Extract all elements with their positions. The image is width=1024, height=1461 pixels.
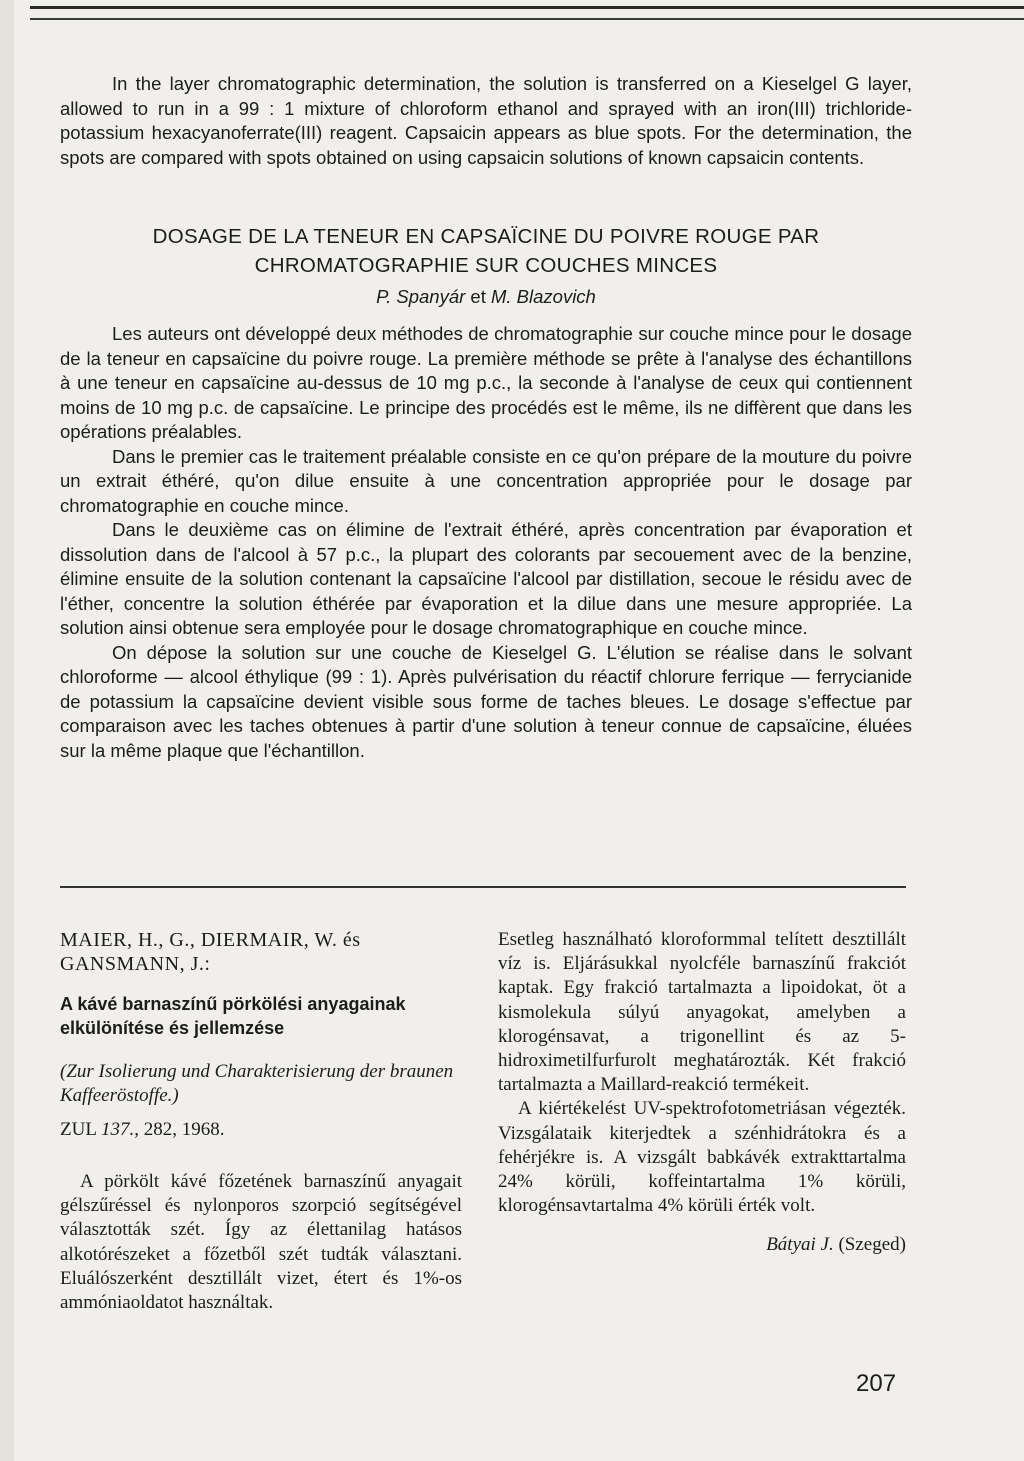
french-paragraph-4: On dépose la solution sur une couche de Kieselgel G. L'élution se réalise dans le solvant chloroforme — alcool éthylique (99 : 1). Après pulvérisation du réactif chlorure ferrique — ferrycianide de potassium la capsaïcine devient visible sous forme de taches bleues. Le dosage s'effectue par comparaison avec les taches obtenues à partir d'une solution à teneur connue de capsaïcine, éluées sur la même plaque que l'échantillon. bbox=[60, 641, 912, 761]
author-1: P. Spanyár bbox=[376, 286, 466, 307]
author-connector: et bbox=[470, 286, 486, 307]
scan-edge bbox=[0, 0, 14, 1461]
journal-pages-year: , 282, 1968. bbox=[134, 1119, 225, 1140]
reviewer-name: Bátyai J. bbox=[766, 1234, 834, 1256]
reviewer-signature bbox=[498, 1234, 906, 1256]
intro-paragraph: In the layer chromatographic determination, the solution is transferred on a Kieselgel G layer, allowed to run in a 99 : 1 mixture of chloroform ethanol and sprayed with an iron(III) trichloride-potassium hexacyanoferrate(III) reagent. Capsaicin appears as blue spots. For the determination, the spots are compared with spots obtained on using capsaicin solutions of known capsaicin contents. bbox=[60, 73, 912, 168]
abstract-right-column bbox=[498, 928, 906, 1256]
top-rule bbox=[30, 6, 1024, 9]
abstract-journal-citation bbox=[60, 1118, 462, 1142]
french-title-line1: DOSAGE DE LA TENEUR EN CAPSAÏCINE DU POIVRE ROUGE PAR bbox=[152, 225, 820, 248]
abstract-body-left: A pörkölt kávé főzetének barnaszínű anyagait gélszűréssel és nylonporos szorpció segítségével választották szét. Így az élettanilag hatásos alkotórészeket a főzetből szét tudták választani. Eluálószerként desztillált vizet, étert és 1%-os ammóniaoldatot használtak. bbox=[60, 1171, 462, 1314]
french-paragraph-2: Dans le premier cas le traitement préalable consiste en ce qu'on prépare de la mouture du poivre un extrait éthéré, qu'on dilue ensuite à une concentration appropriée pour le dosage par chromatographie en couche mince. bbox=[60, 445, 912, 516]
reviewer-place: (Szeged) bbox=[838, 1234, 906, 1256]
section-divider bbox=[60, 886, 906, 888]
abstract-title: A kávé barnaszínű pörkölési anyagainak elkülönítése és jellemzése bbox=[60, 994, 406, 1038]
abstract-body-right-1: Esetleg használható kloroformmal telített desztillált víz is. Eljárásukkal nyolcféle barnaszínű frakciót kaptak. Egy frakció tartalmazta a lipoidokat, öt a kismolekula súlyú anyagokat, amelyben a klorogénsavat, a trigonellint és az 5-hidroximetilfurfurolt meghatározták. Két frakció tartalmazta a Maillard-reakció termékeit. bbox=[498, 929, 906, 1096]
page-number: 207 bbox=[856, 1370, 897, 1397]
journal-name: ZUL bbox=[60, 1119, 97, 1140]
french-authors bbox=[60, 286, 912, 308]
french-paragraph-1: Les auteurs ont développé deux méthodes de chromatographie sur couche mince pour le dosage de la teneur en capsaïcine du poivre rouge. La première méthode se prête à l'analyse des échantillons à une teneur en capsaïcine au-dessus de 10 mg p.c., la seconde à l'analyse de ceux qui contiennent moins de 10 mg p.c. de capsaïcine. Le principe des procédés est le même, ils ne diffèrent que dans les opérations préalables. bbox=[60, 323, 912, 442]
journal-volume: 137. bbox=[100, 1119, 135, 1140]
french-paragraph-3: Dans le deuxième cas on élimine de l'extrait éthéré, après concentration par évaporation et dissolution dans de l'alcool à 57 p.c., la plupart des colorants par secouement avec de la benzine, élimine ensuite de la solution contenant la capsaïcine l'alcool par distillation, secoue le résidu avec de l'éther, concentre la solution éthérée par évaporation et la dilue dans une mesure appropriée. La solution ainsi obtenue sera employée pour le dosage chromatographique en couche mince. bbox=[60, 519, 912, 638]
abstract-original-title: (Zur Isolierung und Charakterisierung der braunen Kaffeeröstoffe.) bbox=[60, 1061, 454, 1106]
author-2: M. Blazovich bbox=[490, 286, 596, 307]
abstract-authors-line1: MAIER, H., G., DIERMAIR, W. és bbox=[60, 929, 361, 951]
french-title bbox=[60, 222, 912, 280]
abstract-left-column bbox=[60, 928, 462, 1315]
abstract-body-right-2: A kiértékelést UV-spektrofotometriásan végezték. Vizsgálataik kiterjedtek a szénhidrátokra és a fehérjékre is. A vizsgált babkávék extrakttartalma 24% körüli, koffeintartalma 1% körüli, klorogénsavtartalma 4% körüli érték volt. bbox=[498, 1098, 906, 1217]
abstract-authors-line2: GANSMANN, J.: bbox=[60, 953, 211, 975]
french-title-line2: CHROMATOGRAPHIE SUR COUCHES MINCES bbox=[254, 254, 718, 277]
top-section bbox=[60, 72, 912, 763]
abstract-authors bbox=[60, 928, 462, 976]
top-rule-secondary bbox=[30, 18, 1024, 20]
